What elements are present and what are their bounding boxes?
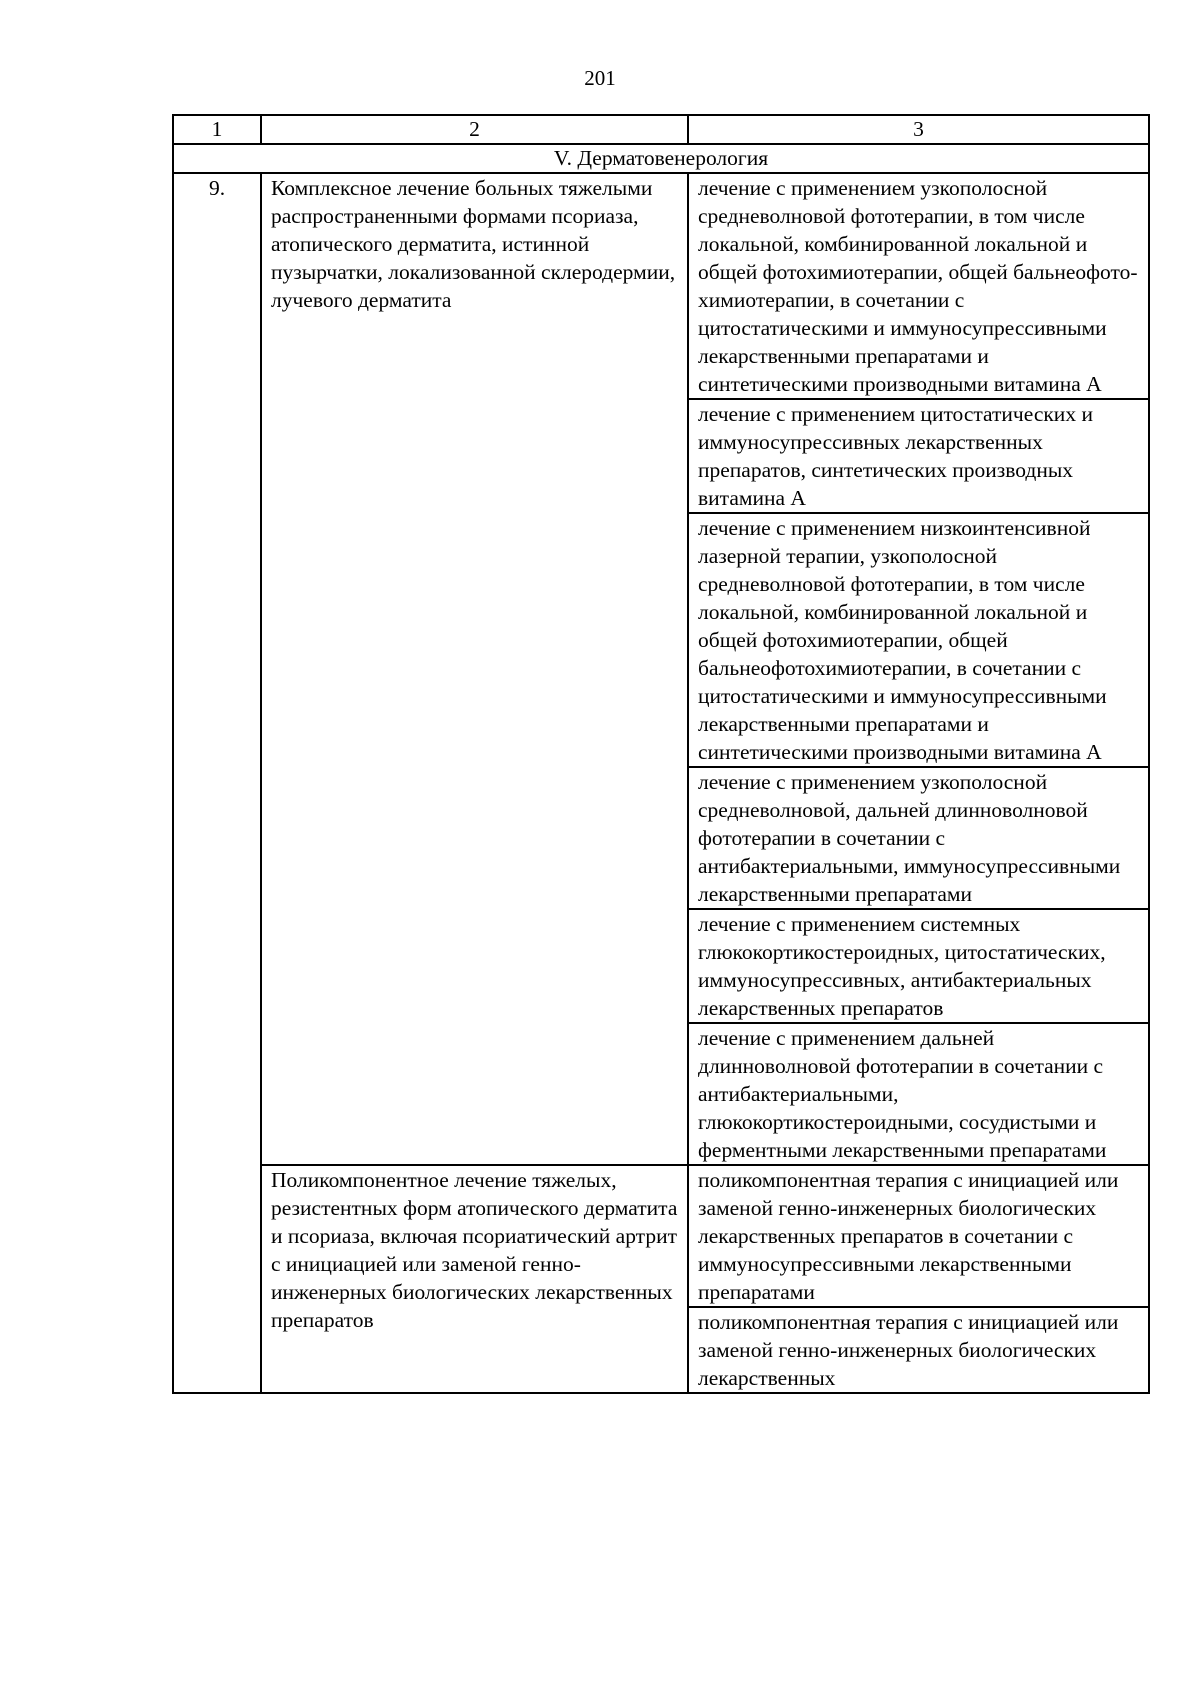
column-header-3: 3 <box>688 115 1149 144</box>
treatment-description: Поликомпонентное лечение тяжелых, резистентных форм атопического дерматита и псориаза, включая псориатический артрит с инициацией или заменой генно-инженерных биологических лекарственных препаратов <box>261 1165 688 1393</box>
treatment-method: поликомпонентная терапия с инициацией или заменой генно-инженерных биологических лекарственных <box>688 1307 1149 1393</box>
treatment-method: лечение с применением дальней длинноволновой фототерапии в сочетании с антибактериальными, глюкокортикостероидными, сосудистыми и ферментными лекарственными препаратами <box>688 1023 1149 1165</box>
table-row <box>173 1165 1149 1307</box>
treatment-method: поликомпонентная терапия с инициацией или заменой генно-инженерных биологических лекарственных препаратов в сочетании с иммуносупрессивными лекарственными препаратами <box>688 1165 1149 1307</box>
page-number: 201 <box>584 66 616 90</box>
treatment-method: лечение с применением системных глюкокортикостероидных, цитостатических, иммуносупрессивных, антибактериальных лекарственных препаратов <box>688 909 1149 1023</box>
treatment-description: Комплексное лечение больных тяжелыми распространенными формами псориаза, атопического дерматита, истинной пузырчатки, локализованной склеродермии, лучевого дерматита <box>261 173 688 1165</box>
table-header-row <box>173 115 1149 144</box>
treatment-method: лечение с применением узкополосной средневолновой, дальней длинноволновой фототерапии в сочетании с антибактериальными, иммуносупрессивными лекарственными препаратами <box>688 767 1149 909</box>
section-row <box>173 144 1149 173</box>
treatment-method: лечение с применением узкополосной средневолновой фототерапии, в том числе локальной, комбинированной локальной и общей фотохимиотерапии, общей бальнеофото-химиотерапии, в сочетании с цитостатическими и иммуносупрессивными лекарственными препаратами и синтетическими производными витамина А <box>688 173 1149 399</box>
column-header-2: 2 <box>261 115 688 144</box>
treatment-table <box>172 114 1150 1394</box>
section-title: V. Дерматовенерология <box>173 144 1149 173</box>
treatment-method: лечение с применением цитостатических и иммуносупрессивных лекарственных препаратов, синтетических производных витамина А <box>688 399 1149 513</box>
table-row <box>173 173 1149 399</box>
column-header-1: 1 <box>173 115 261 144</box>
treatment-method: лечение с применением низкоинтенсивной лазерной терапии, узкополосной средневолновой фототерапии, в том числе локальной, комбинированной локальной и общей фотохимиотерапии, общей бальнеофотохимиотерапии, в сочетании с цитостатическими и иммуносупрессивными лекарственными препаратами и синтетическими производными витамина А <box>688 513 1149 767</box>
row-number: 9. <box>173 173 261 1393</box>
